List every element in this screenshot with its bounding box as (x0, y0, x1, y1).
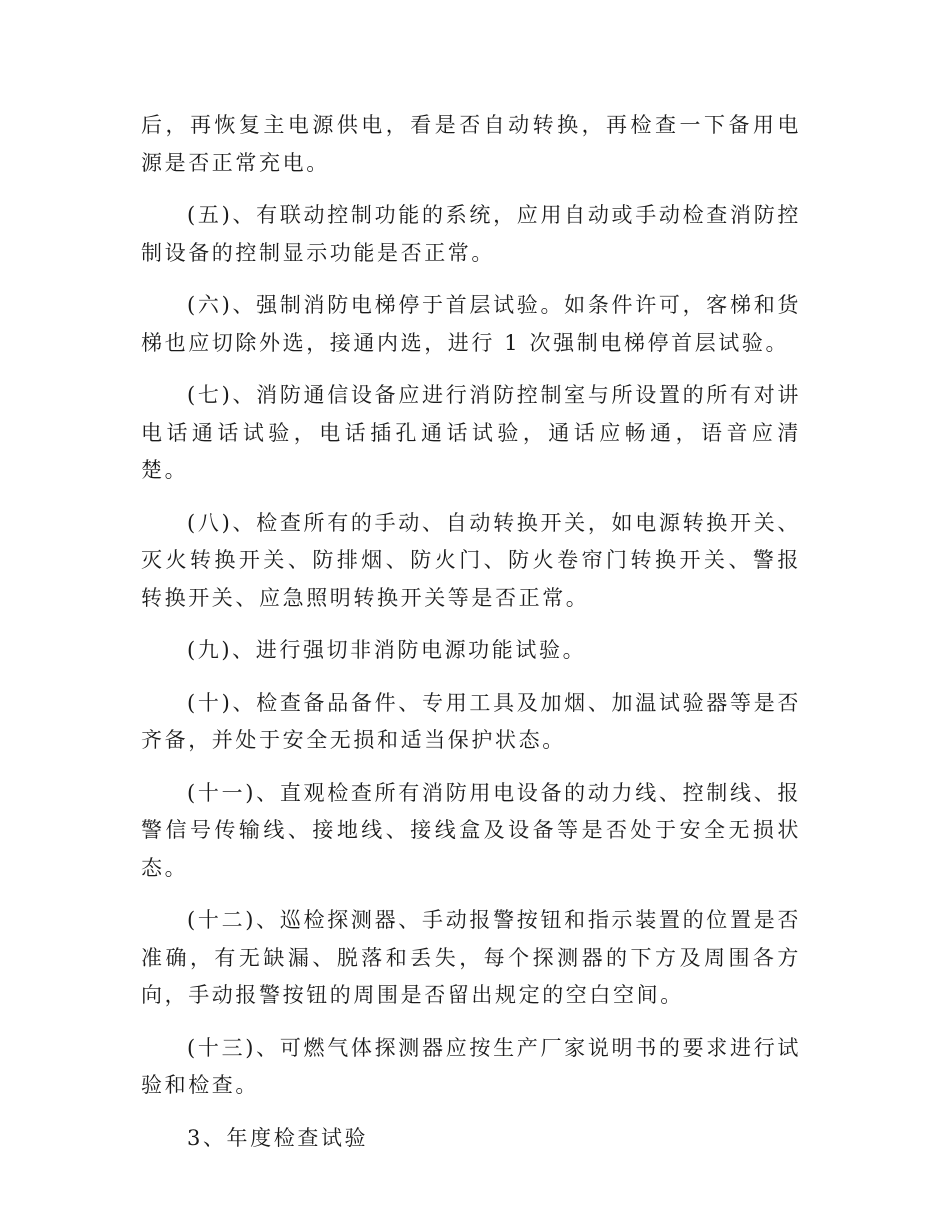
paragraph-item-9: (九)、进行强切非消防电源功能试验。 (187, 638, 587, 662)
section-heading: 3、年度检查试验 (187, 1125, 369, 1150)
paragraph-item-5: (五)、有联动控制功能的系统，应用自动或手动检查消防控制设备的控制显示功能是否正常。 (141, 203, 801, 265)
paragraph-item-8: (八)、检查所有的手动、自动转换开关，如电源转换开关、灭火转换开关、防排烟、防火门、防火卷帘门转换开关、警报转换开关、应急照明转换开关等是否正常。 (141, 510, 801, 610)
document-body (141, 107, 801, 1172)
paragraph-item-12: (十二)、巡检探测器、手动报警按钮和指示装置的位置是否准确，有无缺漏、脱落和丢失，每个探测器的下方及周围各方向，手动报警按钮的周围是否留出规定的空白空间。 (141, 908, 801, 1007)
paragraph-item-13: (十三)、可燃气体探测器应按生产厂家说明书的要求进行试验和检查。 (141, 1035, 801, 1097)
paragraph-item-6: (六)、强制消防电梯停于首层试验。如条件许可，客梯和货梯也应切除外选，接通内选，进行 1 次强制电梯停首层试验。 (141, 293, 801, 355)
paragraph-item-10: (十)、检查备品备件、专用工具及加烟、加温试验器等是否齐备，并处于安全无损和适当保护状态。 (141, 690, 801, 752)
paragraph-continuation: 后，再恢复主电源供电，看是否自动转换，再检查一下备用电源是否正常充电。 (141, 113, 801, 175)
paragraph-item-11: (十一)、直观检查所有消防用电设备的动力线、控制线、报警信号传输线、接地线、接线盒及设备等是否处于安全无损状态。 (141, 780, 801, 880)
paragraph-item-7: (七)、消防通信设备应进行消防控制室与所设置的所有对讲电话通话试验，电话插孔通话试验，通话应畅通，语音应清楚。 (141, 383, 801, 482)
